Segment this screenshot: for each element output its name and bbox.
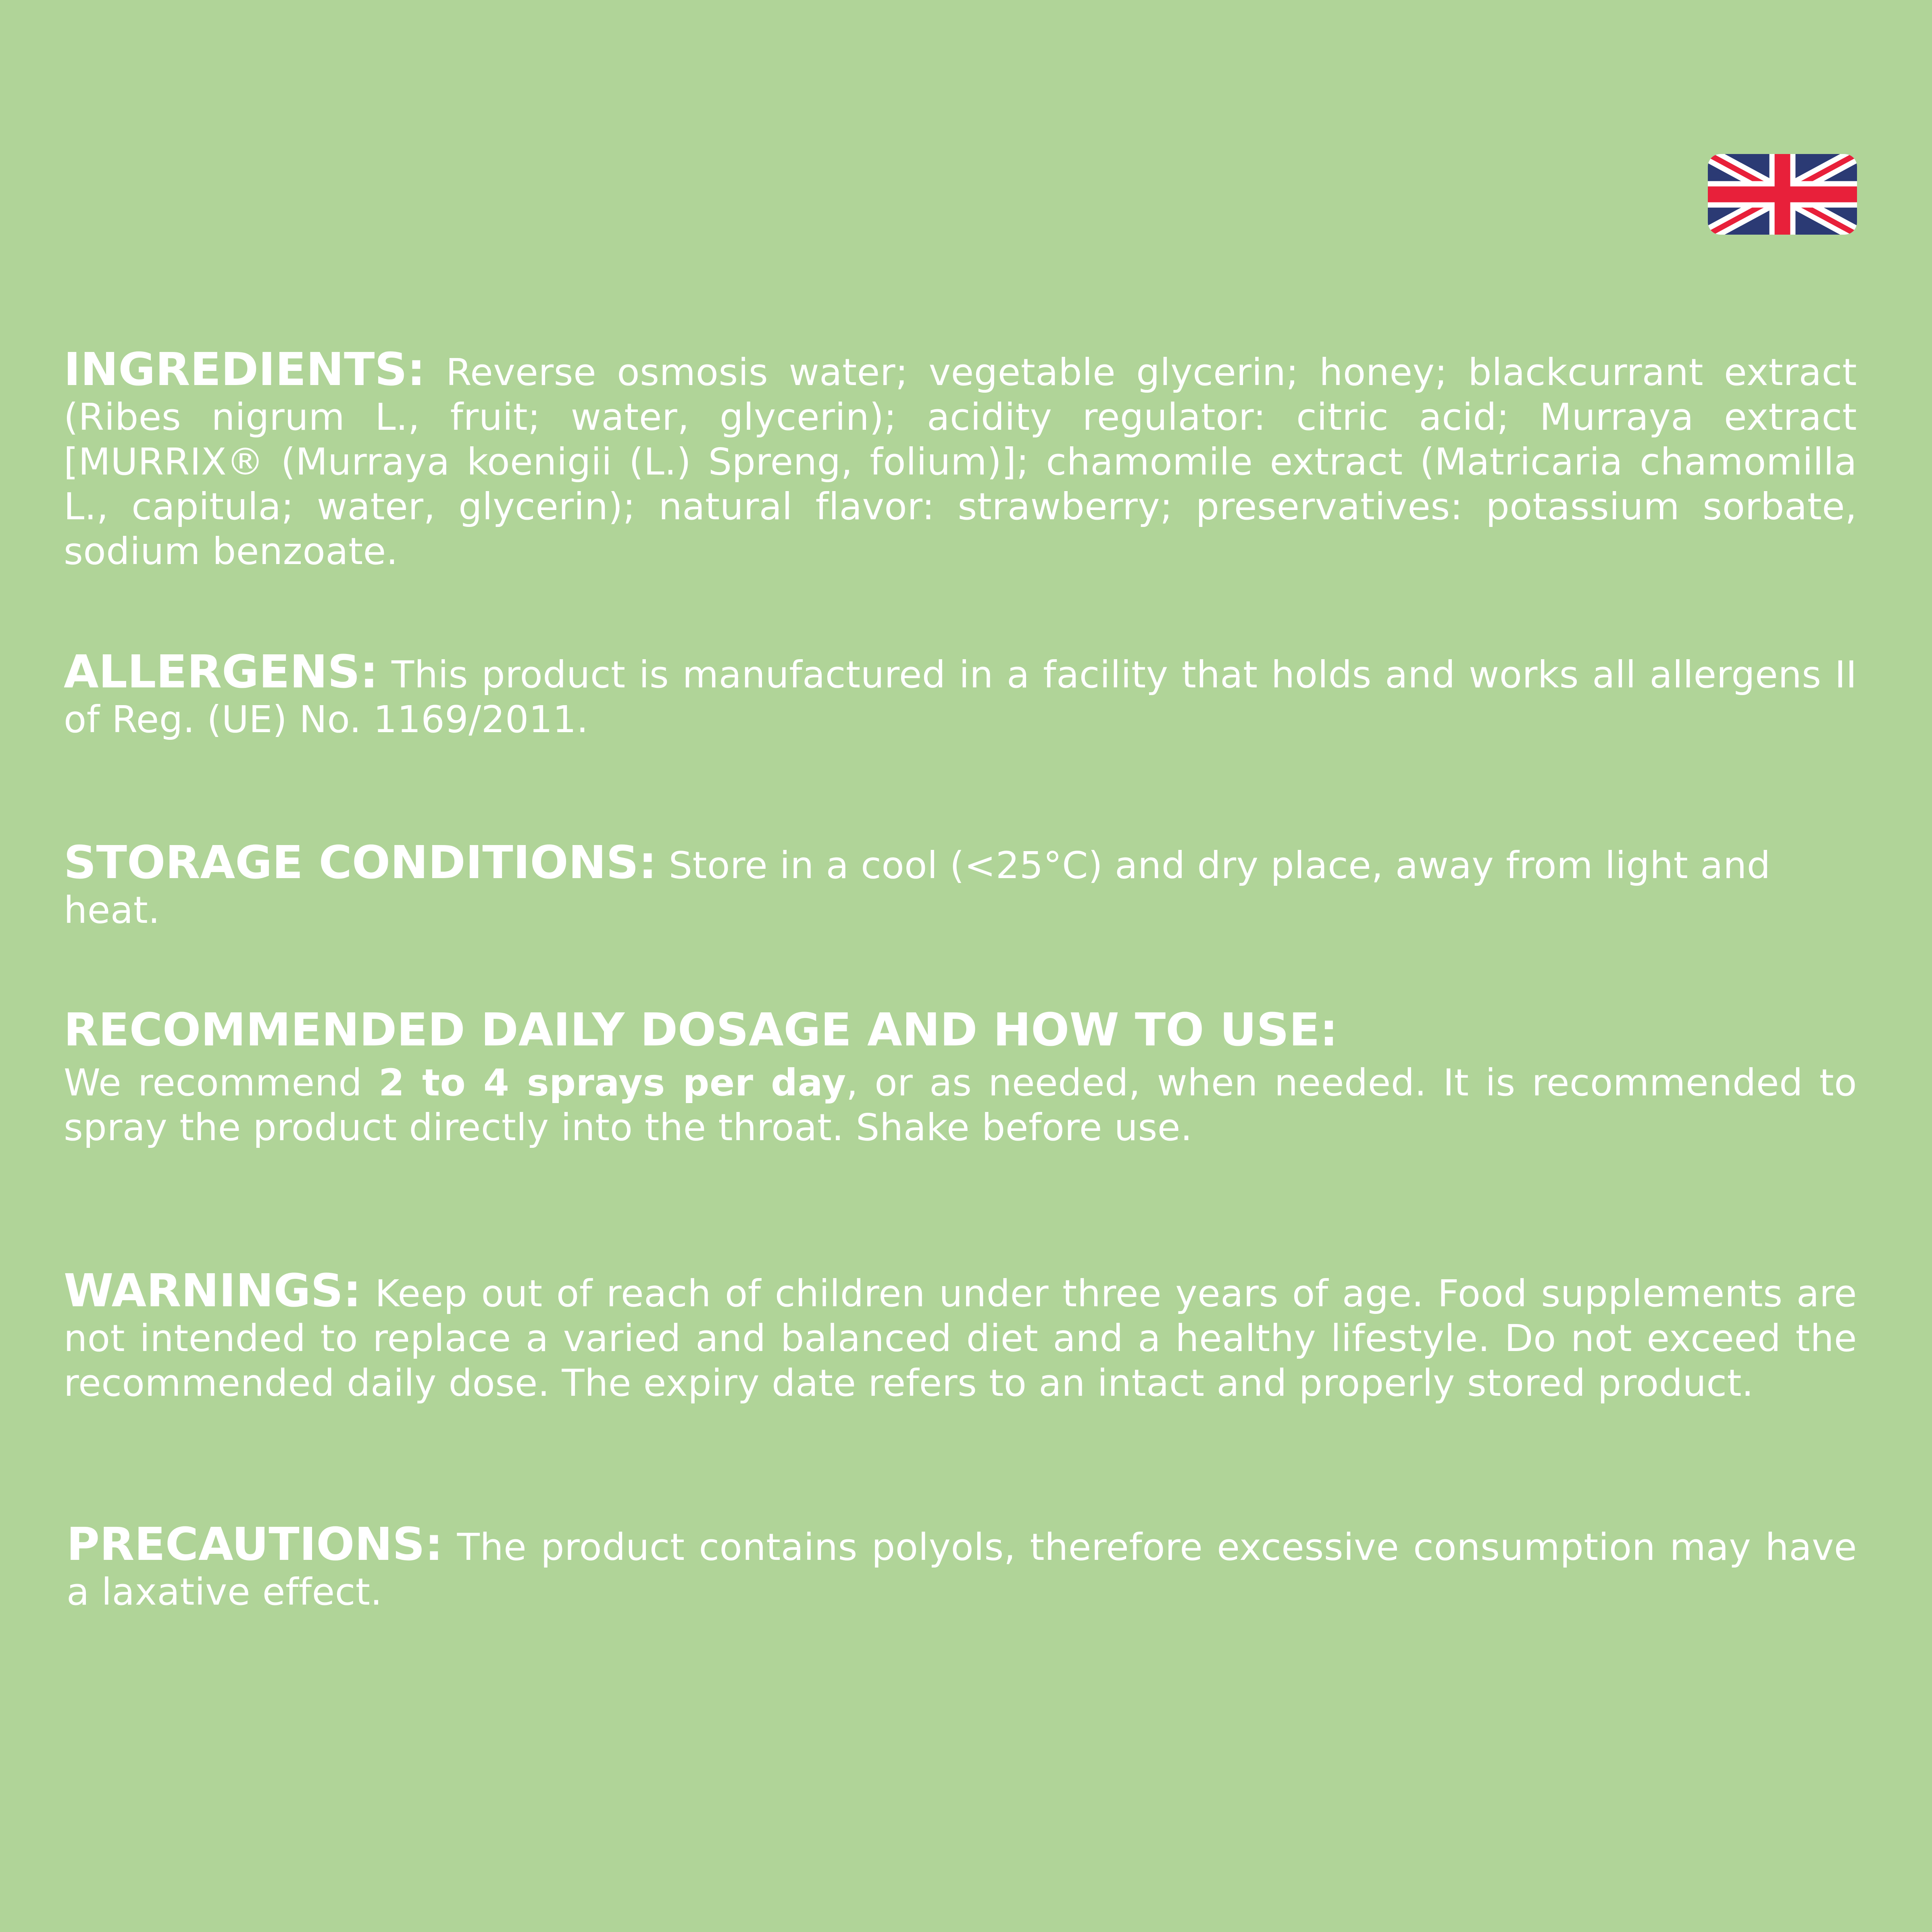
precautions-heading: PRECAUTIONS: [67, 1518, 443, 1571]
storage-text: Store in a cool (<25°C) and dry place, away from light and heat. [64, 844, 1771, 932]
allergens-text: This product is manufactured in a facility that holds and works all allergens II of Reg. (UE) No. 1169/2011. [64, 653, 1857, 741]
allergens-heading: ALLERGENS: [64, 646, 378, 698]
precautions-section [67, 1518, 1857, 1614]
ingredients-section [64, 344, 1857, 574]
dosage-text-after: , or as needed, when needed. It is recommended to spray the product directly into the throat. Shake before use. [64, 1061, 1857, 1149]
precautions-text: The product contains polyols, therefore excessive consumption may have a laxative effect. [67, 1526, 1857, 1613]
warnings-section [64, 1265, 1857, 1405]
ingredients-text: Reverse osmosis water; vegetable glycerin; honey; blackcurrant extract (Ribes nigrum L., fruit; water, glycerin); acidity regulator: citric acid; Murraya extract [MURRIX® (Murraya koenigii (L.) Spreng, folium)]; chamomile extract (Matricaria chamomilla L., capitula; water, glycerin); natural flavor: strawberry; preservatives: potassium sorbate, sodium benzoate. [64, 351, 1857, 573]
warnings-heading: WARNINGS: [64, 1265, 361, 1317]
warnings-text: Keep out of reach of children under three years of age. Food supplements are not intended to replace a varied and balanced diet and a healthy lifestyle. Do not exceed the recommended daily dose. The expiry date refers to an intact and properly stored product. [64, 1272, 1857, 1405]
allergens-section [64, 646, 1857, 742]
storage-heading: STORAGE CONDITIONS: [64, 837, 657, 889]
storage-section [64, 837, 1857, 933]
ingredients-heading: INGREDIENTS: [64, 344, 425, 396]
dosage-highlight: 2 to 4 sprays per day [379, 1061, 846, 1104]
dosage-text-before: We recommend [64, 1061, 379, 1104]
united-kingdom-flag-icon [1708, 154, 1857, 235]
dosage-heading: RECOMMENDED DAILY DOSAGE AND HOW TO USE: [64, 1004, 1338, 1056]
dosage-section [64, 1000, 1857, 1150]
